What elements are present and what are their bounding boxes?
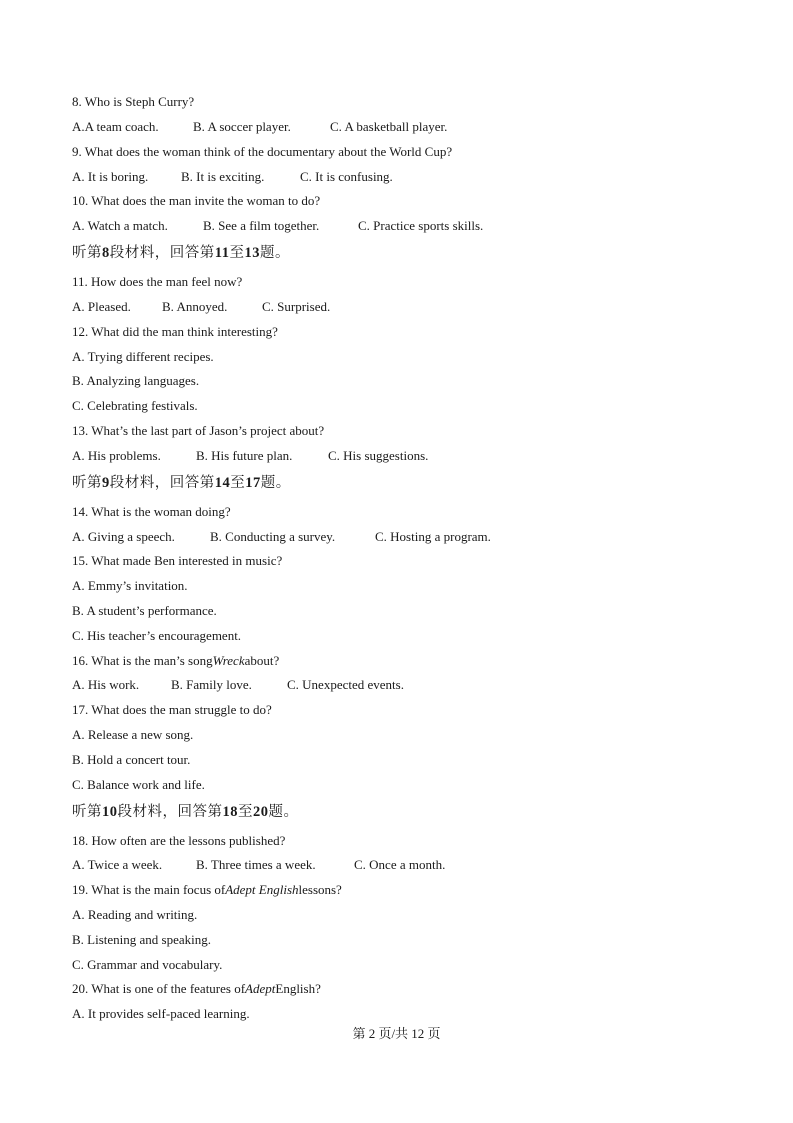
options-13 [72, 448, 772, 464]
question-14: 14. What is the woman doing? [72, 504, 231, 519]
option-a-19: A. Reading and writing. [72, 907, 198, 922]
option-a: A. His work. [72, 677, 140, 692]
question-12: 12. What did the man think interesting? [72, 324, 278, 339]
option-b-15: B. A student’s performance. [72, 603, 217, 618]
option-b: B. Conducting a survey. [210, 529, 336, 544]
option-c: C. Once a month. [354, 857, 446, 872]
options-8 [72, 119, 772, 135]
option-a: A.A team coach. [72, 119, 159, 134]
option-b: B. See a film together. [203, 218, 320, 233]
option-b: B. Three times a week. [196, 857, 316, 872]
option-c-15: C. His teacher’s encouragement. [72, 628, 242, 643]
option-b-12: B. Analyzing languages. [72, 373, 200, 388]
course-name: Adept [245, 981, 276, 996]
option-c-17: C. Balance work and life. [72, 777, 205, 792]
option-a: A. It is boring. [72, 169, 149, 184]
options-11 [72, 299, 772, 315]
option-b: B. A soccer player. [193, 119, 291, 134]
options-9 [72, 169, 772, 185]
section-heading-9: 听第9段材料，回答第14至17题。 [72, 475, 291, 491]
option-a: A. Watch a match. [72, 218, 168, 233]
question-8: 8. Who is Steph Curry? [72, 94, 195, 109]
option-c: C. Surprised. [262, 299, 331, 314]
question-10: 10. What does the man invite the woman to do? [72, 193, 321, 208]
question-17: 17. What does the man struggle to do? [72, 702, 272, 717]
question-9: 9. What does the woman think of the documentary about the World Cup? [72, 144, 453, 159]
song-title: Wreck [212, 653, 245, 668]
option-c: C. It is confusing. [300, 169, 393, 184]
option-b: B. Family love. [171, 677, 252, 692]
option-c: C. Practice sports skills. [358, 218, 484, 233]
question-15: 15. What made Ben interested in music? [72, 553, 283, 568]
question-18: 18. How often are the lessons published? [72, 833, 286, 848]
option-a-15: A. Emmy’s invitation. [72, 578, 188, 593]
option-a-12: A. Trying different recipes. [72, 349, 214, 364]
option-b: B. Annoyed. [162, 299, 228, 314]
section-heading-8: 听第8段材料，回答第11至13题。 [72, 245, 290, 261]
question-19: 19. What is the main focus ofAdept Englishlessons? [72, 882, 342, 897]
question-20: 20. What is one of the features ofAdeptEnglish? [72, 981, 321, 996]
options-14 [72, 529, 772, 545]
option-a: A. Giving a speech. [72, 529, 175, 544]
option-b-17: B. Hold a concert tour. [72, 752, 191, 767]
option-c-12: C. Celebrating festivals. [72, 398, 198, 413]
option-a: A. Pleased. [72, 299, 131, 314]
option-c: C. His suggestions. [328, 448, 429, 463]
option-a-17: A. Release a new song. [72, 727, 194, 742]
option-b: B. His future plan. [196, 448, 293, 463]
options-18 [72, 857, 772, 873]
course-name: Adept English [225, 882, 299, 897]
option-c-19: C. Grammar and vocabulary. [72, 957, 223, 972]
option-b-19: B. Listening and speaking. [72, 932, 212, 947]
question-13: 13. What’s the last part of Jason’s project about? [72, 423, 325, 438]
option-c: C. A basketball player. [330, 119, 448, 134]
question-16: 16. What is the man’s songWreckabout? [72, 653, 280, 668]
options-10 [72, 218, 772, 234]
option-a-20: A. It provides self-paced learning. [72, 1006, 250, 1021]
question-11: 11. How does the man feel now? [72, 274, 243, 289]
section-heading-10: 听第10段材料，回答第18至20题。 [72, 804, 299, 820]
option-a: A. Twice a week. [72, 857, 163, 872]
option-a: A. His problems. [72, 448, 161, 463]
option-c: C. Hosting a program. [375, 529, 491, 544]
option-c: C. Unexpected events. [287, 677, 404, 692]
options-16 [72, 677, 772, 693]
option-b: B. It is exciting. [181, 169, 265, 184]
page-number: 第 2 页/共 12 页 [352, 1026, 441, 1041]
